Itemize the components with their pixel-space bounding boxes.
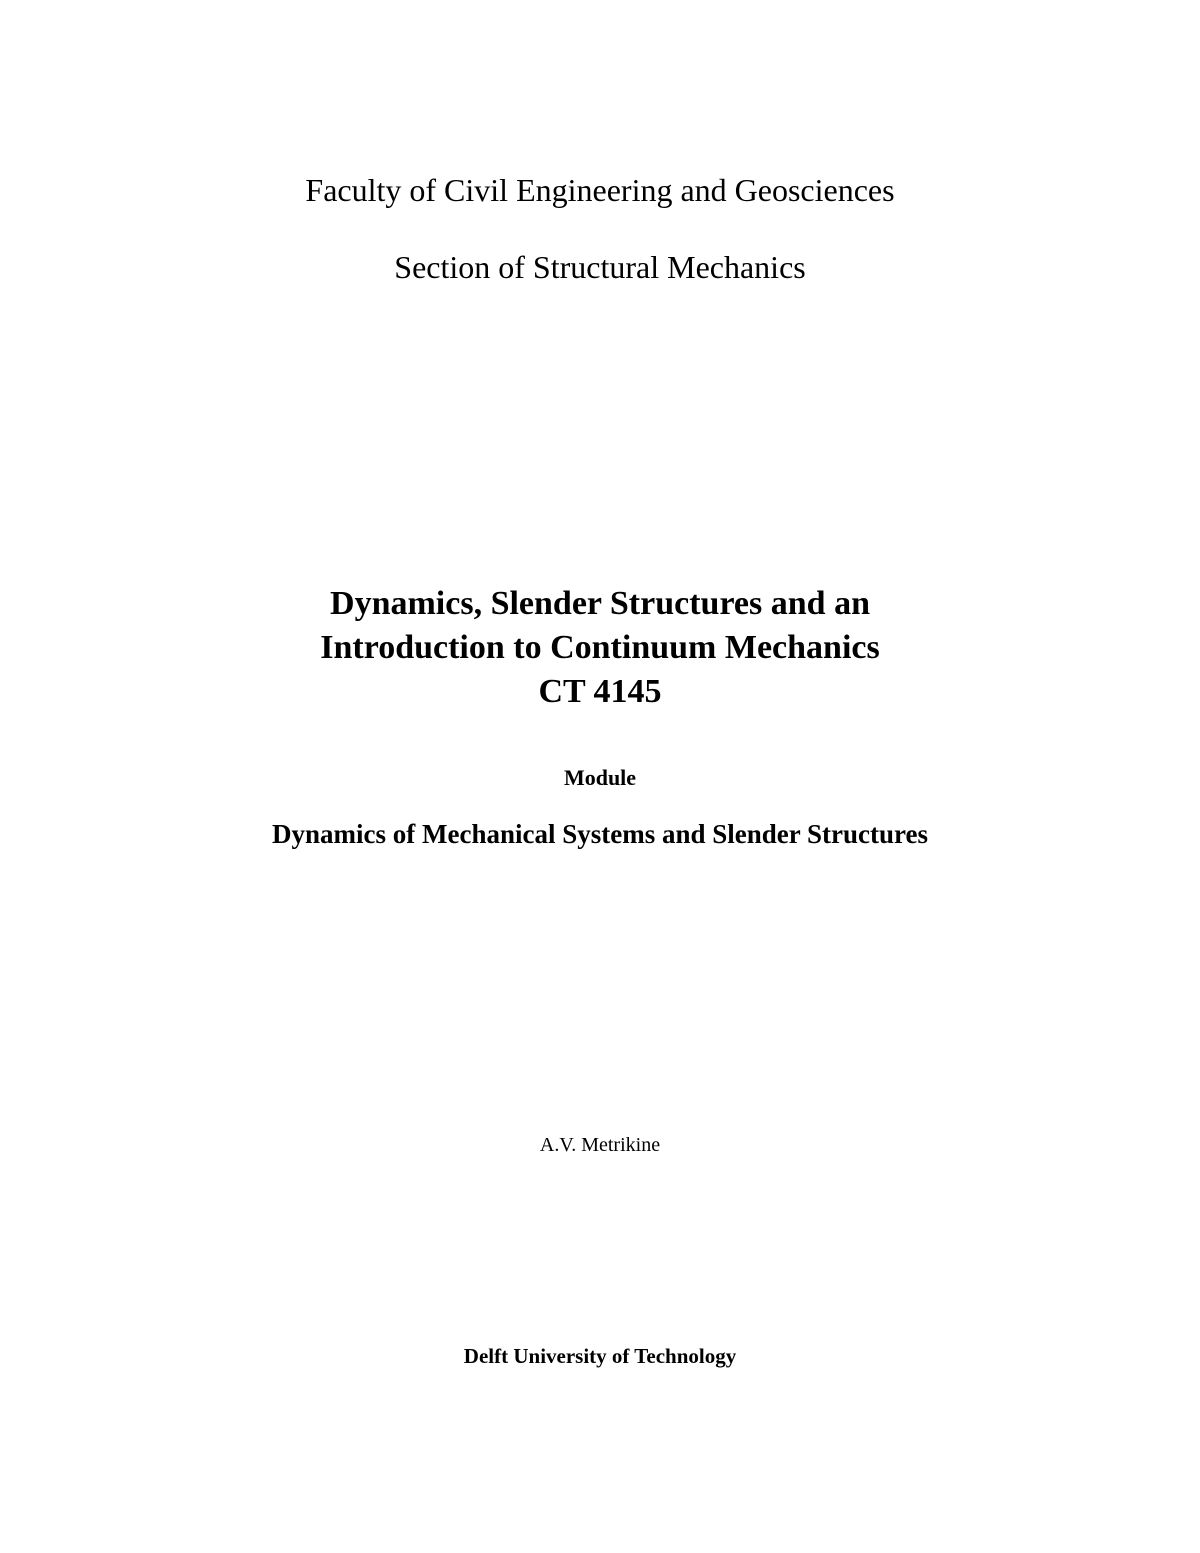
module-label: Module bbox=[563, 765, 637, 790]
faculty-name: Faculty of Civil Engineering and Geosciences bbox=[305, 172, 895, 208]
course-code: CT 4145 bbox=[538, 673, 662, 710]
section-name: Section of Structural Mechanics bbox=[394, 249, 806, 285]
author-name: A.V. Metrikine bbox=[539, 1134, 661, 1156]
university-name: Delft University of Technology bbox=[463, 1344, 737, 1368]
course-title-line-2: Introduction to Continuum Mechanics bbox=[320, 629, 880, 666]
module-name: Dynamics of Mechanical Systems and Slender Structures bbox=[272, 819, 928, 849]
course-title-line-1: Dynamics, Slender Structures and an bbox=[330, 585, 870, 622]
course-title bbox=[0, 582, 1200, 714]
